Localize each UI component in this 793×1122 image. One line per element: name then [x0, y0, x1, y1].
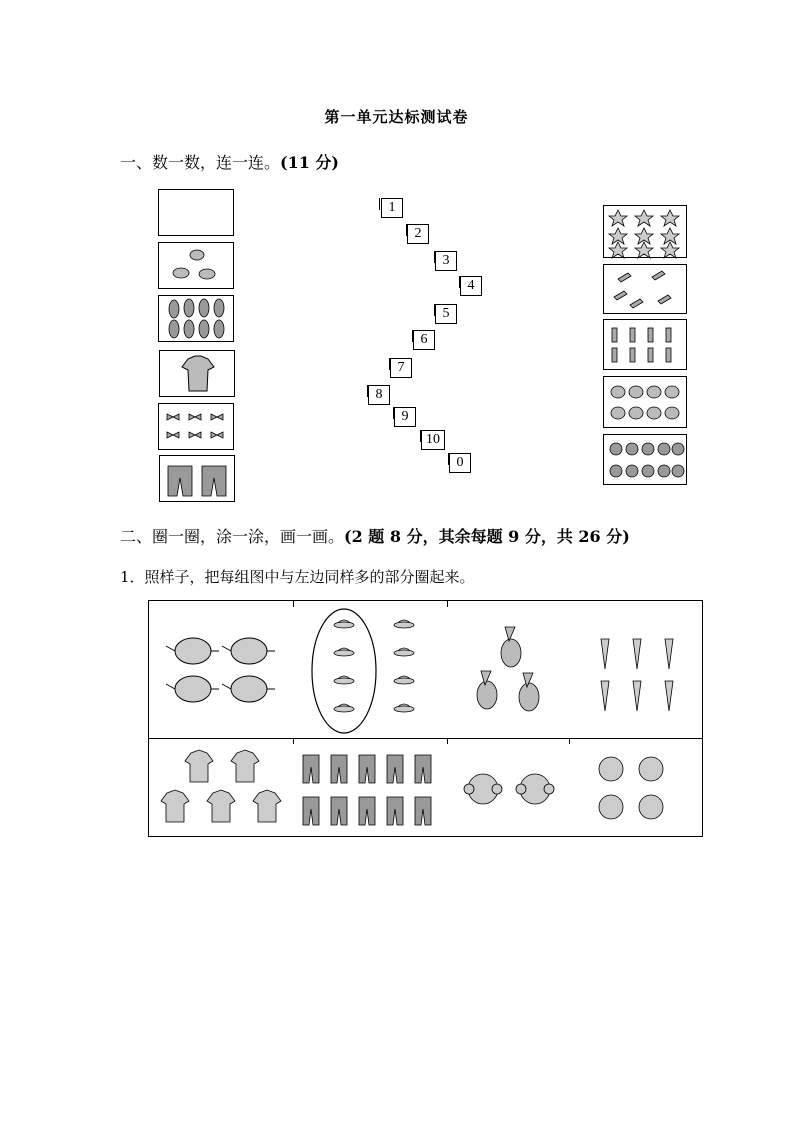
left-box-leaves[interactable] [158, 295, 234, 342]
section1-heading-text: 一、数一数，连一连。 [120, 153, 281, 172]
teapot-icon [163, 631, 283, 711]
rabbit-icon [604, 320, 688, 371]
right-box-stars[interactable] [603, 205, 687, 258]
bow-icon [159, 404, 235, 451]
number-box[interactable]: 1 [381, 198, 403, 218]
bird-icon [604, 377, 688, 429]
right-box-flowers[interactable] [603, 434, 687, 485]
number-box[interactable]: 10 [421, 430, 445, 450]
left-box-shirt[interactable] [159, 350, 235, 397]
number-box[interactable]: 6 [413, 330, 435, 350]
flower-icon [604, 435, 688, 486]
number-box[interactable]: 3 [435, 251, 457, 271]
section1-score: (11 分) [280, 153, 339, 172]
left-box-pants[interactable] [159, 455, 235, 502]
number-box[interactable]: 0 [449, 453, 471, 473]
page-title: 第一单元达标测试卷 [324, 108, 469, 126]
right-box-rabbits[interactable] [603, 319, 687, 370]
hat-icon [304, 603, 434, 735]
right-box-birds[interactable] [603, 376, 687, 428]
monkey-icon [453, 767, 563, 817]
pants-icon [160, 456, 236, 503]
star-icon [604, 206, 688, 259]
question1-grid [148, 600, 703, 837]
section1-heading [120, 150, 339, 173]
pants-icon [299, 751, 439, 835]
number-box[interactable]: 2 [407, 224, 429, 244]
leaf-icon [159, 296, 235, 343]
bone-icon [604, 265, 688, 315]
grid-divider [149, 738, 702, 739]
number-box[interactable]: 9 [394, 407, 416, 427]
section2-score: (2 题 8 分，其余每题 9 分，共 26 分) [344, 527, 630, 546]
right-box-bones[interactable] [603, 264, 687, 314]
number-box[interactable]: 5 [435, 304, 457, 324]
shirt-icon [155, 745, 285, 835]
left-box-birds[interactable] [158, 242, 234, 289]
carrot-icon [587, 621, 697, 721]
number-box[interactable]: 4 [460, 276, 482, 296]
peach-icon [589, 749, 679, 829]
section2-heading [120, 524, 630, 547]
number-box[interactable]: 8 [368, 385, 390, 405]
bird-icon [159, 243, 235, 290]
rabbit-icon [459, 615, 559, 725]
section2-heading-text: 二、圈一圈，涂一涂，画一画。 [120, 527, 345, 546]
left-box-bows[interactable] [158, 403, 234, 450]
left-box-empty[interactable] [158, 189, 234, 236]
number-box[interactable]: 7 [390, 358, 412, 378]
question-1: 1．照样子，把每组图中与左边同样多的部分圈起来。 [120, 568, 475, 586]
shirt-icon [160, 351, 236, 398]
